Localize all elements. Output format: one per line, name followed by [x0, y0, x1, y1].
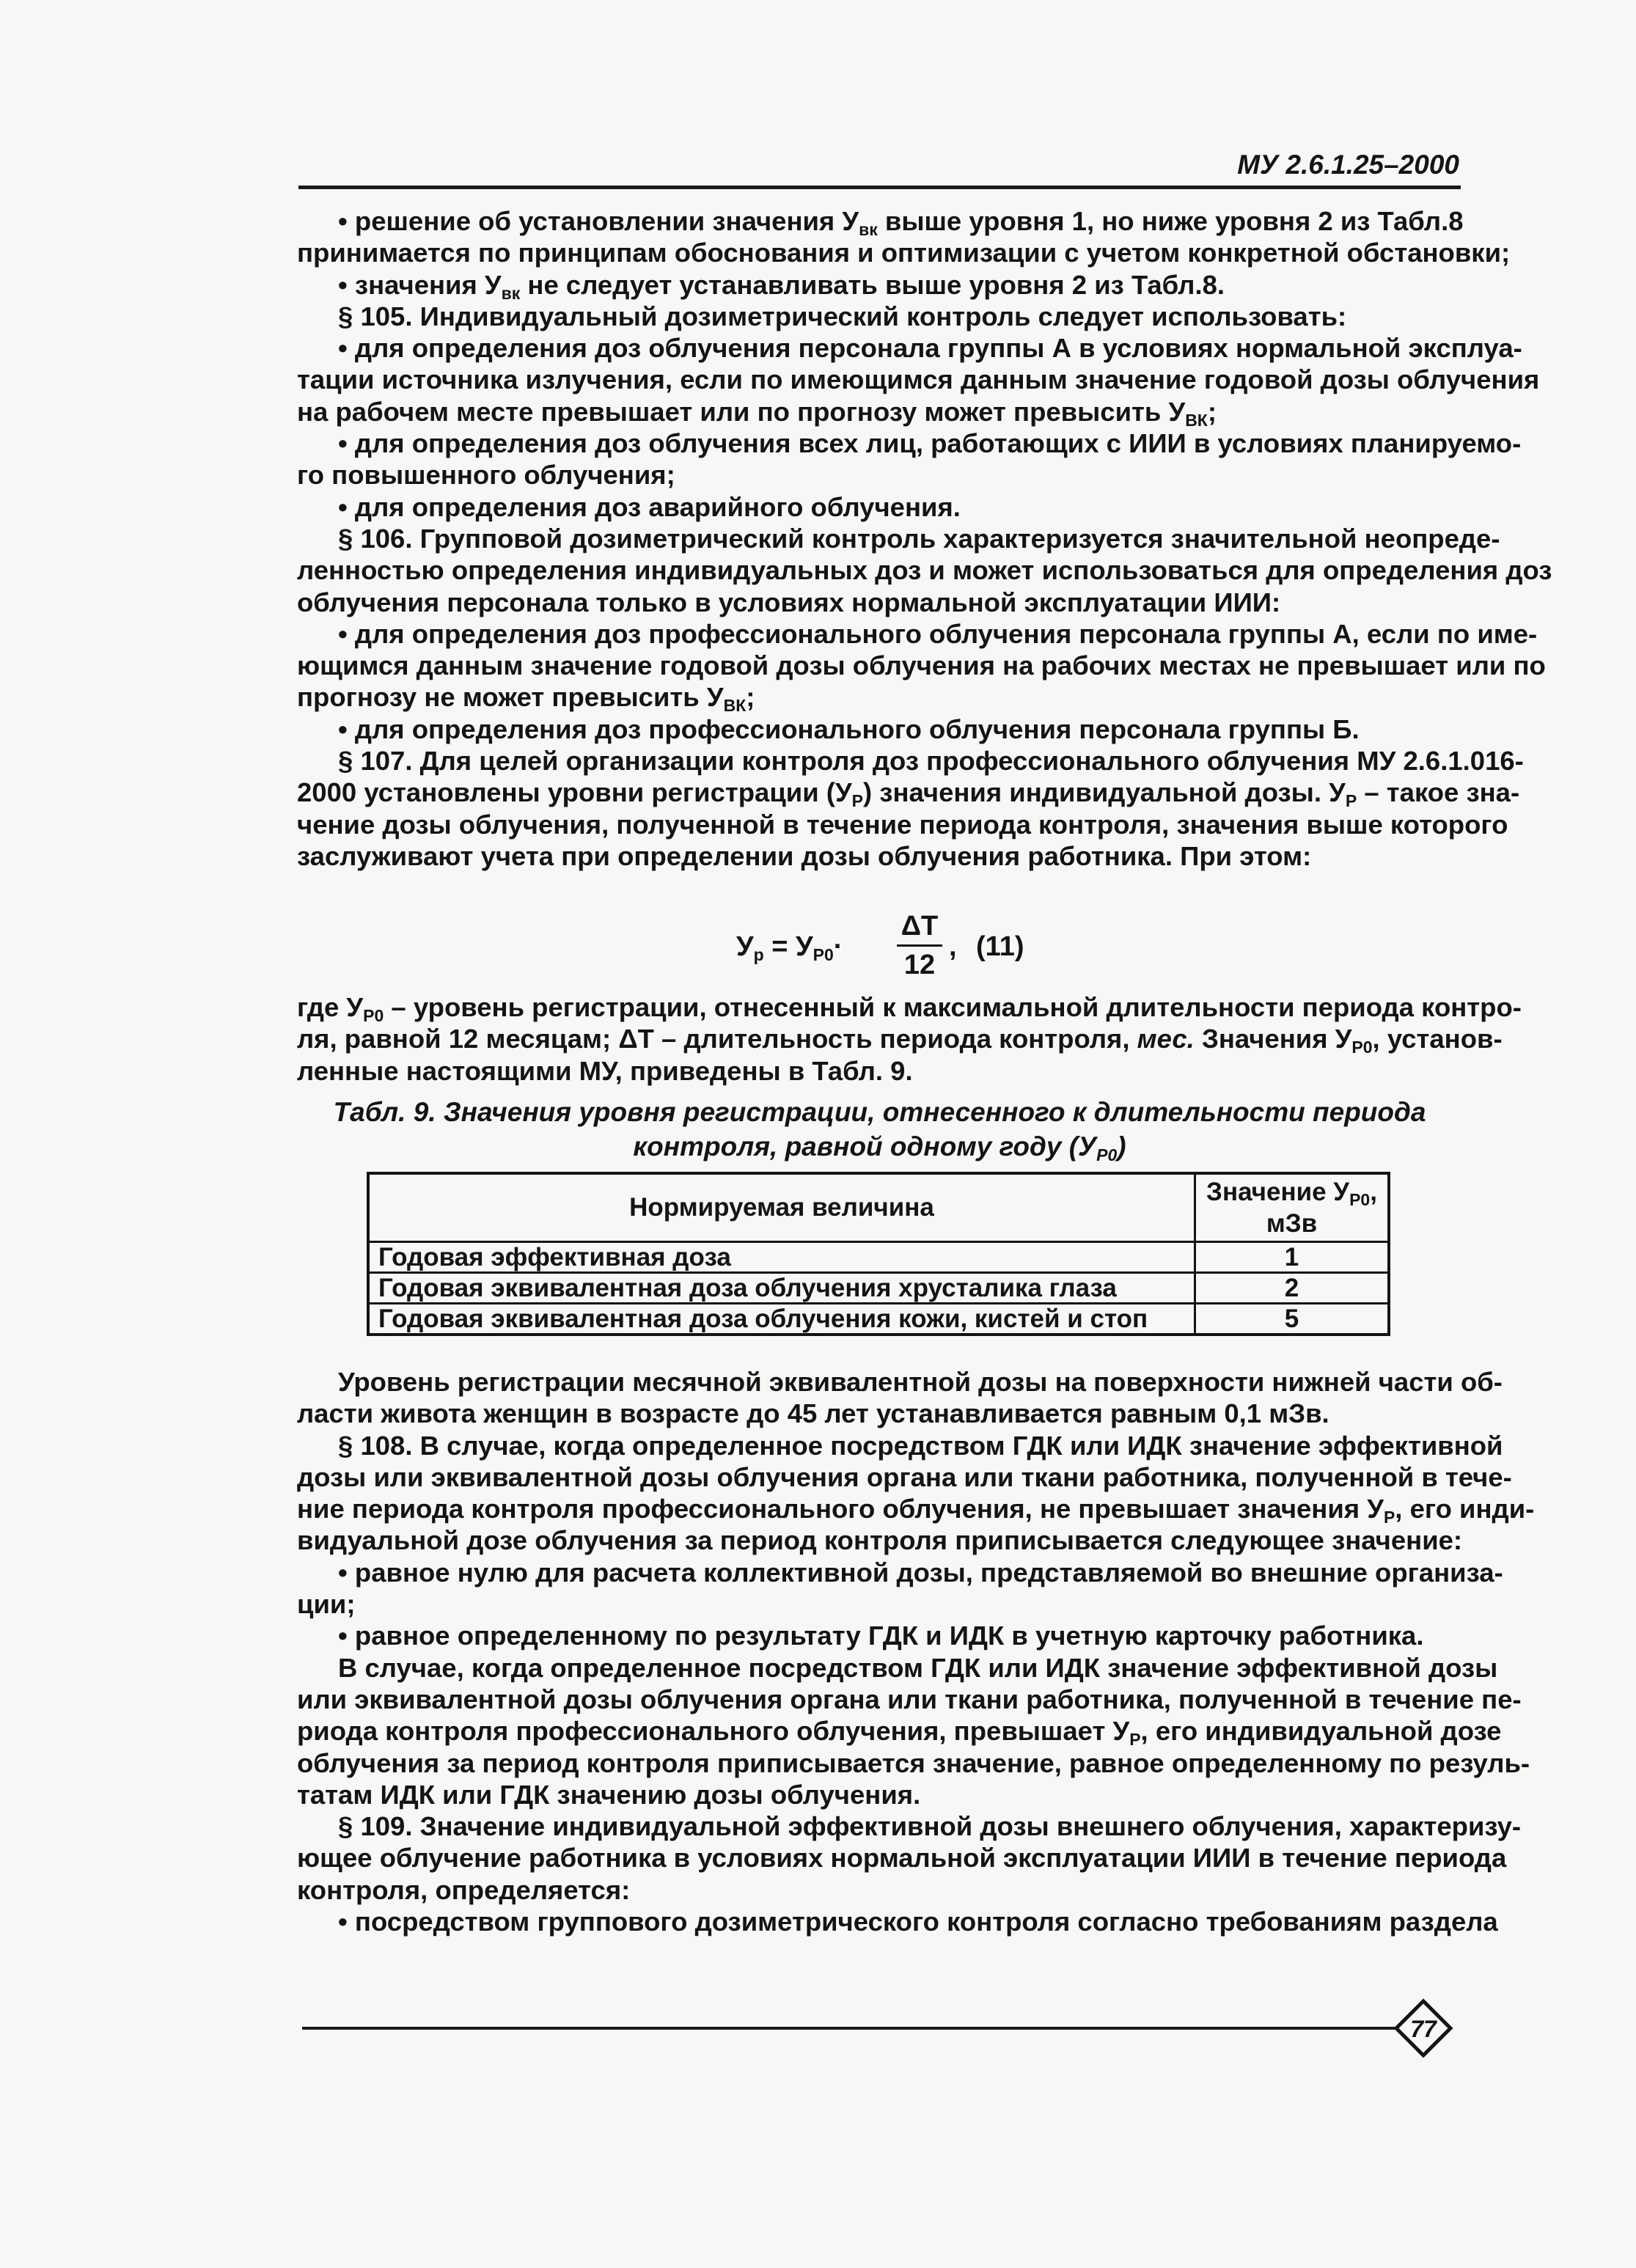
text-line: ние периода контроля профессионального облучения, не превышает значения УР, его инди- [297, 1494, 1535, 1527]
text-line: • для определения доз профессионального облучения персонала группы А, если по име- [338, 618, 1538, 649]
text-line: • для определения доз облучения персонала группы А в условиях нормальной эксплуа- [338, 333, 1522, 364]
text-line: ленные настоящими МУ, приведены в Табл. 9. [297, 1055, 913, 1086]
text-line: прогнозу не может превысить УВК; [297, 682, 755, 716]
page-number-badge [1393, 1998, 1453, 2058]
fraction: ΔТ 12 [894, 909, 945, 982]
page-body-3 [297, 1366, 1535, 1937]
text-line: заслуживают учета при определении дозы облучения работника. При этом: [297, 840, 1312, 871]
table-row [368, 1273, 1389, 1304]
text-line: риода контроля профессионального облучения, превышает УР, его индивидуальной дозе [297, 1716, 1502, 1750]
page-body-2 [297, 991, 1522, 1087]
header-normalized-quantity: Нормируемая величина [368, 1173, 1195, 1242]
text-line: го повышенного облучения; [297, 460, 675, 491]
table-9 [367, 1172, 1390, 1336]
text-line: • решение об установлении значения Увк выше уровня 1, но ниже уровня 2 из Табл.8 [338, 206, 1464, 239]
text-line: ленностью определения индивидуальных доз и может использоваться для определения доз [297, 555, 1552, 586]
text-line: принимается по принципам обоснования и оптимизации с учетом конкретной обстановки; [297, 238, 1511, 268]
section-108: § 108. В случае, когда определенное посредством ГДК или ИДК значение эффективной [338, 1430, 1503, 1461]
text-line: • посредством группового дозиметрического контроля согласно требованиям раздела [338, 1906, 1498, 1937]
row-value: 2 [1195, 1273, 1390, 1304]
text-line: ции; [297, 1589, 356, 1620]
text-line: ющее облучение работника в условиях нормальной эксплуатации ИИИ в течение периода [297, 1843, 1507, 1874]
table-row [368, 1304, 1389, 1335]
header-value: Значение $У_{Р0}$, мЗв [1195, 1173, 1390, 1242]
page-body [297, 205, 1552, 872]
text-line: 2000 установлены уровни регистрации (УР) значения индивидуальной дозы. УР – такое зна- [297, 777, 1520, 811]
text-line: ющимся данным значение годовой дозы облучения на рабочих местах не превышает или по [297, 650, 1546, 681]
table-row [368, 1242, 1389, 1273]
text-line: дозы или эквивалентной дозы облучения органа или ткани работника, полученной в тече- [297, 1461, 1512, 1492]
document-code-header: МУ 2.6.1.25–2000 [1237, 150, 1459, 180]
section-106: § 106. Групповой дозиметрический контроль характеризуется значительной неопреде- [338, 523, 1500, 554]
text-line: • для определения доз аварийного облучения. [338, 491, 961, 522]
section-107: § 107. Для целей организации контроля доз профессионального облучения МУ 2.6.1.016- [338, 746, 1524, 777]
text-line: • равное нулю для расчета коллективной дозы, представляемой во внешние организа- [338, 1557, 1503, 1588]
text-line: видуальной дозе облучения за период контроля приписывается следующее значение: [297, 1525, 1463, 1556]
footer-rule [302, 2027, 1395, 2030]
row-value: 1 [1195, 1242, 1390, 1273]
text-line: В случае, когда определенное посредством ГДК или ИДК значение эффективной дозы [338, 1652, 1498, 1683]
row-name: Годовая эквивалентная доза облучения кожи, кистей и стоп [368, 1304, 1195, 1335]
table-9-caption: Табл. 9. Значения уровня регистрации, отнесенного к длительности периода контроля, равной одному году (УР0) [333, 1097, 1426, 1164]
formula-number: (11) [976, 931, 1024, 962]
text-line: где УР0 – уровень регистрации, отнесенный к максимальной длительности периода контро- [297, 992, 1522, 1025]
text-line: ля, равной 12 месяцам; ΔТ – длительность периода контроля, мес. Значения УР0, установ- [297, 1024, 1503, 1057]
table-header-row [368, 1173, 1389, 1242]
text-line: контроля, определяется: [297, 1874, 631, 1905]
text-line: облучения персонала только в условиях нормальной эксплуатации ИИИ: [297, 587, 1281, 617]
page-number: 77 [1410, 2016, 1437, 2042]
text-line: • для определения доз профессионального облучения персонала группы Б. [338, 713, 1360, 744]
row-name: Годовая эквивалентная доза облучения хрусталика глаза [368, 1273, 1195, 1304]
text-line: тации источника излучения, если по имеющимся данным значение годовой дозы облучения [297, 364, 1540, 395]
text-line: татам ИДК или ГДК значению дозы облучения. [297, 1779, 921, 1810]
text-line: • равное определенному по результату ГДК и ИДК в учетную карточку работника. [338, 1621, 1424, 1651]
text-line: на рабочем месте превышает или по прогнозу может превысить УВК; [297, 396, 1217, 430]
section-109: § 109. Значение индивидуальной эффективной дозы внешнего облучения, характеризу- [338, 1811, 1522, 1842]
row-name: Годовая эффективная доза [368, 1242, 1195, 1273]
row-value: 5 [1195, 1304, 1390, 1335]
text-line: ласти живота женщин в возрасте до 45 лет устанавливается равным 0,1 мЗв. [297, 1398, 1329, 1429]
header-rule [298, 186, 1461, 189]
text-line: • значения Увк не следует устанавливать выше уровня 2 из Табл.8. [338, 269, 1225, 303]
formula-11: Ур = УР0· ΔТ 12 , (11) [736, 911, 1024, 980]
section-105: § 105. Индивидуальный дозиметрический контроль следует использовать: [338, 301, 1347, 331]
text-line: чение дозы облучения, полученной в течение периода контроля, значения выше которого [297, 809, 1508, 840]
text-line: • для определения доз облучения всех лиц, работающих с ИИИ в условиях планируемо- [338, 428, 1522, 459]
text-line: или эквивалентной дозы облучения органа или ткани работника, полученной в течение пе- [297, 1684, 1522, 1714]
text-line: Уровень регистрации месячной эквивалентной дозы на поверхности нижней части об- [338, 1367, 1503, 1397]
text-line: облучения за период контроля приписывается значение, равное определенному по резуль- [297, 1747, 1530, 1778]
